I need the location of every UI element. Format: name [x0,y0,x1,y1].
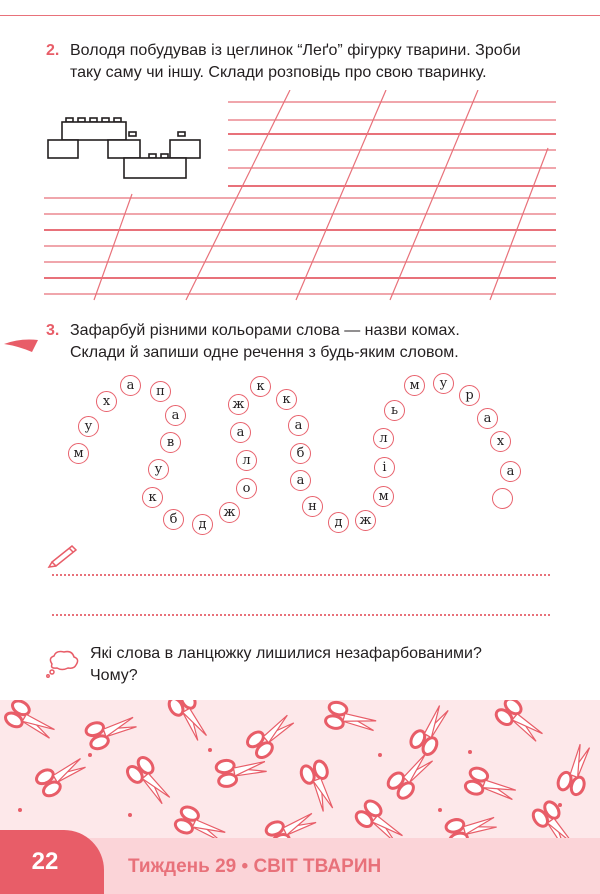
letter-circle[interactable]: а [230,422,251,443]
letter-circle[interactable]: о [236,478,257,499]
writing-lines-grid [0,90,600,310]
letter-circle[interactable]: б [163,509,184,530]
top-border-line [0,0,600,16]
thinking-line-2: Чому? [90,667,138,684]
pencil-icon [46,542,82,568]
letter-circle[interactable]: б [290,443,311,464]
task-3-text [70,320,460,364]
letter-circle[interactable]: п [150,381,171,402]
letter-circle[interactable]: ь [384,400,405,421]
letter-circle[interactable]: к [276,389,297,410]
answer-line[interactable] [52,614,550,616]
letter-circle[interactable]: ж [228,394,249,415]
letter-circle[interactable]: к [142,487,163,508]
letter-circle[interactable]: л [236,450,257,471]
letter-circle[interactable] [492,488,513,509]
letter-circle[interactable]: а [165,405,186,426]
letter-circle[interactable]: л [373,428,394,449]
task-2-number: 2. [46,42,60,59]
letter-circle[interactable]: н [302,496,323,517]
scissors-pattern-art [0,700,600,850]
thinking-line-1: Які слова в ланцюжку лишилися незафарбованими? [90,645,482,662]
task-2-text [70,40,521,84]
footer-title: Тиждень 29 • СВІТ ТВАРИН [128,856,382,877]
letter-circle[interactable]: а [290,470,311,491]
arrow-pointer-icon [2,334,42,354]
letter-circle[interactable]: ж [219,502,240,523]
thinking-question [90,643,482,687]
scissors-pattern [0,700,600,850]
task-3-line-2: Склади й запиши одне речення з будь-яким словом. [70,344,459,361]
task-2-line-1: Володя побудував із цеглинок “Леґо” фігурку тварини. Зроби [70,42,521,59]
letter-circle[interactable]: м [373,486,394,507]
task-2-line-2: таку саму чи іншу. Склади розповідь про свою тваринку. [70,64,487,81]
letter-circle[interactable]: у [78,416,99,437]
letter-circle[interactable]: а [477,408,498,429]
task-3-line-1: Зафарбуй різними кольорами слова — назви комах. [70,322,460,339]
letter-circle[interactable]: к [250,376,271,397]
task-3-number: 3. [46,322,60,339]
letter-circle[interactable]: х [96,391,117,412]
letter-circle[interactable]: і [374,457,395,478]
letter-circle[interactable]: ж [355,510,376,531]
answer-line[interactable] [52,574,550,576]
page-number: 22 [0,830,104,894]
letter-circle[interactable]: а [120,375,141,396]
letter-circle[interactable]: а [500,461,521,482]
letter-circle[interactable]: р [459,385,480,406]
letter-circle[interactable]: в [160,432,181,453]
letter-circle[interactable]: д [192,514,213,535]
letter-circle[interactable]: у [433,373,454,394]
letter-circle[interactable]: а [288,415,309,436]
letter-circle[interactable]: х [490,431,511,452]
letter-circle[interactable]: м [404,375,425,396]
thought-cloud-icon [44,648,82,678]
letter-circle[interactable]: д [328,512,349,533]
letter-circle[interactable]: м [68,443,89,464]
letter-circle[interactable]: у [148,459,169,480]
